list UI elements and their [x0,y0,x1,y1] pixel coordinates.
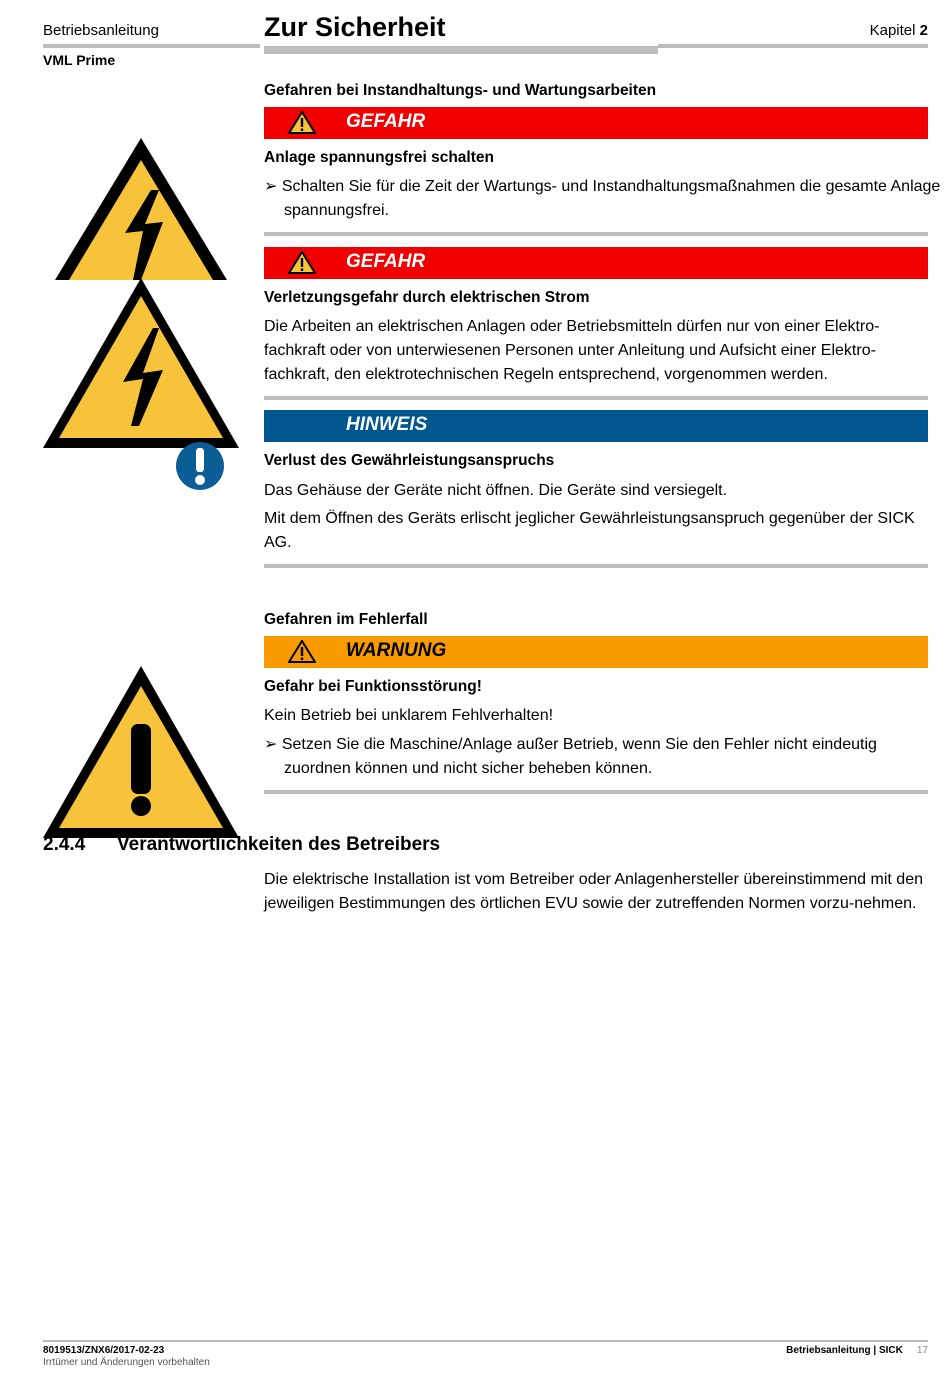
warning-banner [264,636,928,668]
footer-brand [786,1345,928,1356]
small-warning-triangle-icon [288,111,316,134]
bullet-item: ➢ Schalten Sie für die Zeit der Wartungs- und Instandhaltungsmaßnahmen die gesamte Anlage spannungsfrei. [264,178,941,219]
block-subtitle: Anlage spannungsfrei schalten [264,149,494,166]
section-number: 2.4.4 [43,834,86,855]
chapter-indicator [870,22,928,39]
brand-text: Betriebsanleitung | SICK [786,1345,903,1356]
page-title: Zur Sicherheit [264,12,446,42]
doc-id: 8019513/ZNX6/2017-02-23 [43,1345,165,1356]
chapter-number: 2 [919,22,928,39]
general-warning-icon [43,666,239,838]
small-warning-triangle-icon [288,251,316,274]
section-title: Verantwortlichkeiten des Betreibers [117,834,441,855]
block-separator [264,564,928,568]
small-warning-triangle-icon [288,640,316,663]
block-separator [264,232,928,236]
header-rule-title [264,46,658,54]
disclaimer: Irrtümer und Änderungen vorbehalten [43,1357,210,1368]
body-paragraph: Das Gehäuse der Geräte nicht öffnen. Die Geräte sind versiegelt. [264,482,728,499]
block-subtitle: Verlust des Gewährleistungsanspruchs [264,452,555,469]
body-paragraph: Kein Betrieb bei unklarem Fehlverhalten! [264,707,554,724]
mandatory-notice-icon [176,442,224,490]
signal-word: WARNUNG [346,640,447,661]
footer-rule [43,1340,928,1342]
notice-banner [264,410,928,442]
doc-type: Betriebsanleitung [43,22,159,39]
chapter-label: Kapitel [869,22,916,39]
danger-banner [264,247,928,279]
bullet-text: Schalten Sie für die Zeit der Wartungs- und Instandhaltungsmaßnahmen die gesamte Anlage spannungsfrei. [281,178,941,219]
bullet-item: ➢ Setzen Sie die Maschine/Anlage außer Betrieb, wenn Sie den Fehler nicht eindeutig zuordnen können und nicht sicher beheben können. [264,736,877,777]
block-subtitle: Verletzungsgefahr durch elektrischen Strom [264,289,590,306]
header-rule-right [658,44,928,48]
block-subtitle: Gefahr bei Funktionsstörung! [264,678,482,695]
signal-word: GEFAHR [346,251,426,272]
block-heading: Gefahren im Fehlerfall [264,611,428,628]
electric-hazard-icon [55,138,227,280]
danger-banner [264,107,928,139]
bullet-text: Setzen Sie die Maschine/Anlage außer Betrieb, wenn Sie den Fehler nicht eindeutig zuordnen können und nicht sicher beheben können. [281,736,877,777]
body-paragraph: Die Arbeiten an elektrischen Anlagen oder Betriebsmitteln dürfen nur von einer Elektro-fachkraft oder von unterwiesenen Personen unter Anleitung und Aufsicht einer Elektro-fachkraft, den elektrotechnischen Regeln entsprechend, vorgenommen werden. [264,318,880,383]
header-rule-left [43,44,260,48]
block-separator [264,790,928,794]
electric-hazard-icon [43,278,239,448]
signal-word: HINWEIS [346,414,428,435]
body-paragraph: Mit dem Öffnen des Geräts erlischt jeglicher Gewährleistungsanspruch gegenüber der SICK AG. [264,510,915,551]
product-name: VML Prime [43,52,116,68]
body-paragraph: Die elektrische Installation ist vom Betreiber oder Anlagenhersteller übereinstimmend mit den jeweiligen Bestimmungen des örtlichen EVU sowie der zutreffenden Normen vorzu-nehmen. [264,871,923,912]
section-heading [43,834,440,856]
signal-word: GEFAHR [346,111,426,132]
block-separator [264,396,928,400]
page-number: 17 [916,1345,928,1356]
block-heading: Gefahren bei Instandhaltungs- und Wartungsarbeiten [264,82,657,99]
